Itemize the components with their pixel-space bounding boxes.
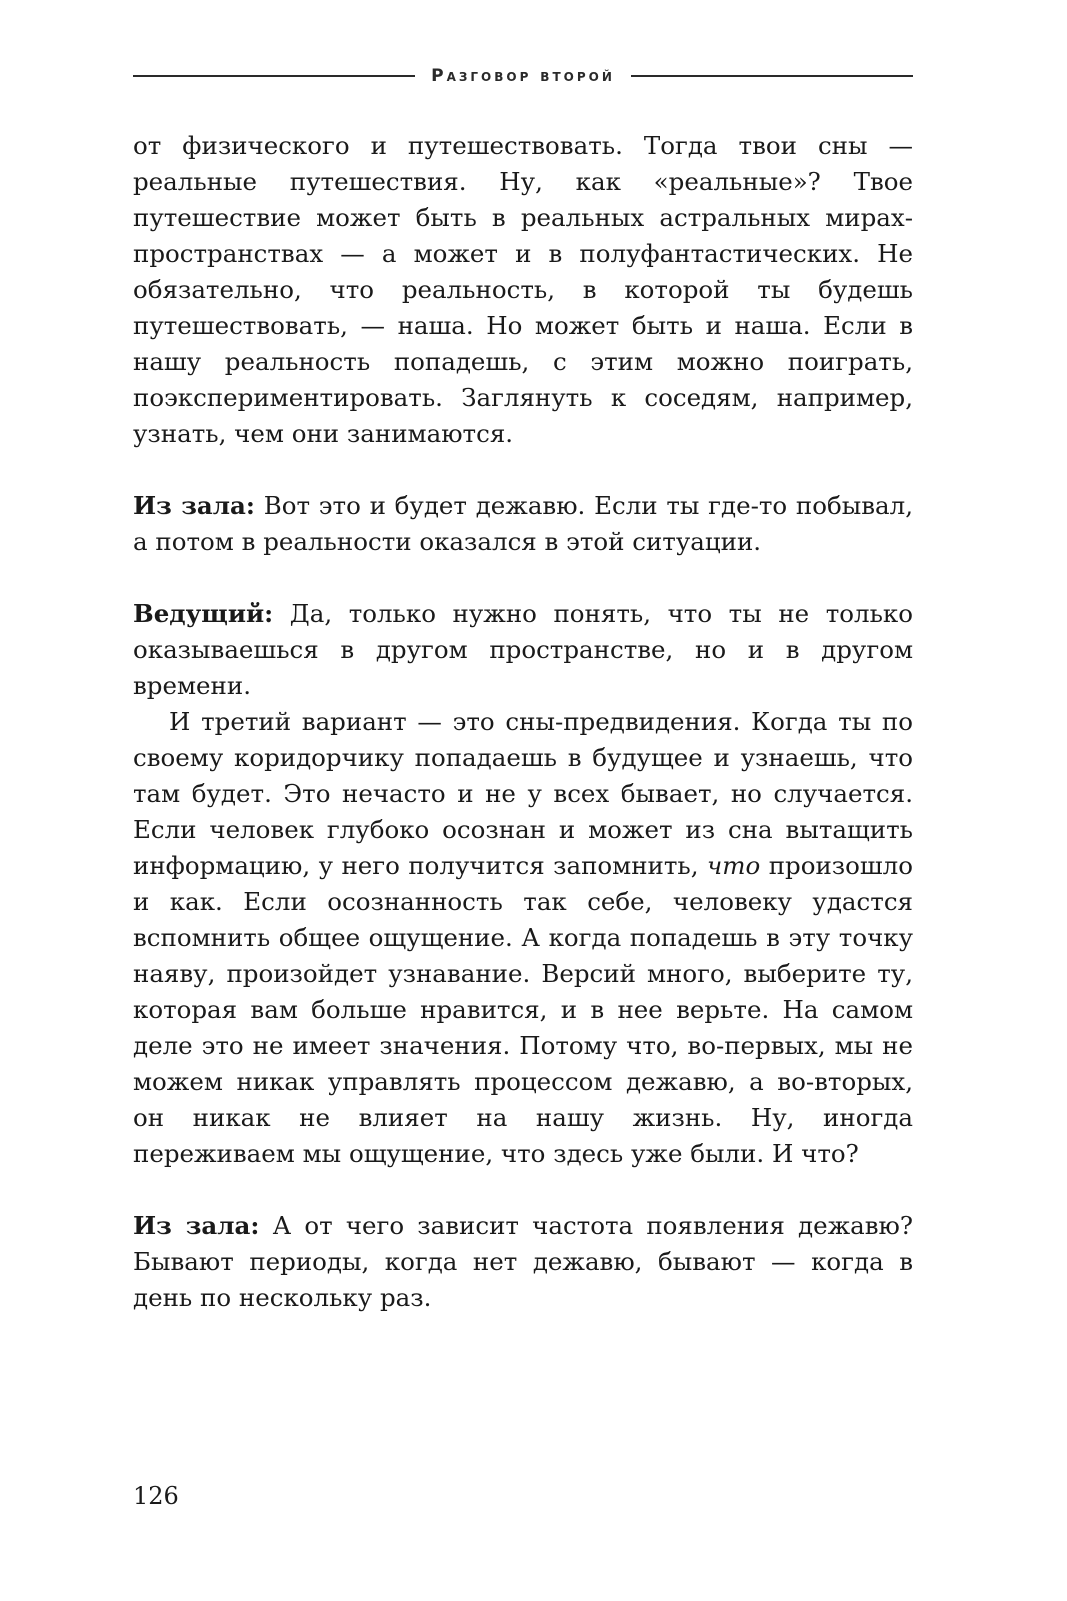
paragraph-text: от физического и путешествовать. Тогда твои сны — реальные путешествия. Ну, как «реальные»? Твое путешествие может быть в реальных астральных мирах-пространствах — а может и в полуфантастических. Не обязательно, что реальность, в которой ты будешь путешествовать, — наша. Но может быть и наша. Если в нашу реальность попадешь, с этим можно поиграть, поэкспериментировать. Заглянуть к соседям, например, узнать, чем они занимаются. <box>133 131 913 448</box>
paragraph-text: А от чего зависит частота появления дежавю? Бывают периоды, когда нет дежавю, бывают — когда в день по нескольку раз. <box>133 1211 913 1312</box>
chapter-title: Разговор второй <box>431 66 615 86</box>
header-rule-right <box>631 75 913 77</box>
book-page <box>133 54 913 1554</box>
paragraph-text: Вот это и будет дежавю. Если ты где-то побывал, а потом в реальности оказался в этой ситуации. <box>133 491 913 556</box>
paragraph <box>133 596 913 704</box>
speaker-label: Ведущий: <box>133 599 274 628</box>
running-head <box>133 54 913 98</box>
paragraph-text: И третий вариант — это сны-предвидения. Когда ты по своему коридорчику попадаешь в будущее и узнаешь, что там будет. Это нечасто и не у всех бывает, но случается. Если человек глубоко осознан и может из сна вытащить информацию, у него получится запомнить, <box>133 707 913 880</box>
page-number: 126 <box>133 1482 179 1510</box>
paragraph-text: Да, только нужно понять, что ты не только оказываешься в другом пространстве, но и в другом времени. <box>133 599 913 700</box>
paragraph <box>133 128 913 452</box>
paragraph <box>133 1208 913 1316</box>
speaker-label: Из зала: <box>133 1211 260 1240</box>
paragraph-text: произошло и как. Если осознанность так себе, человеку удастся вспомнить общее ощущение. А когда попадешь в эту точку наяву, произойдет узнавание. Версий много, выберите ту, которая вам больше нравится, и в нее верьте. На самом деле это не имеет значения. Потому что, во-первых, мы не можем никак управлять процессом дежавю, а во-вторых, он никак не влияет на нашу жизнь. Ну, иногда переживаем мы ощущение, что здесь уже были. И что? <box>133 851 913 1168</box>
paragraph <box>133 488 913 560</box>
emphasis-text: что <box>707 851 761 880</box>
speaker-label: Из зала: <box>133 491 255 520</box>
paragraph <box>133 704 913 1172</box>
body-text <box>133 128 913 1316</box>
header-rule-left <box>133 75 415 77</box>
